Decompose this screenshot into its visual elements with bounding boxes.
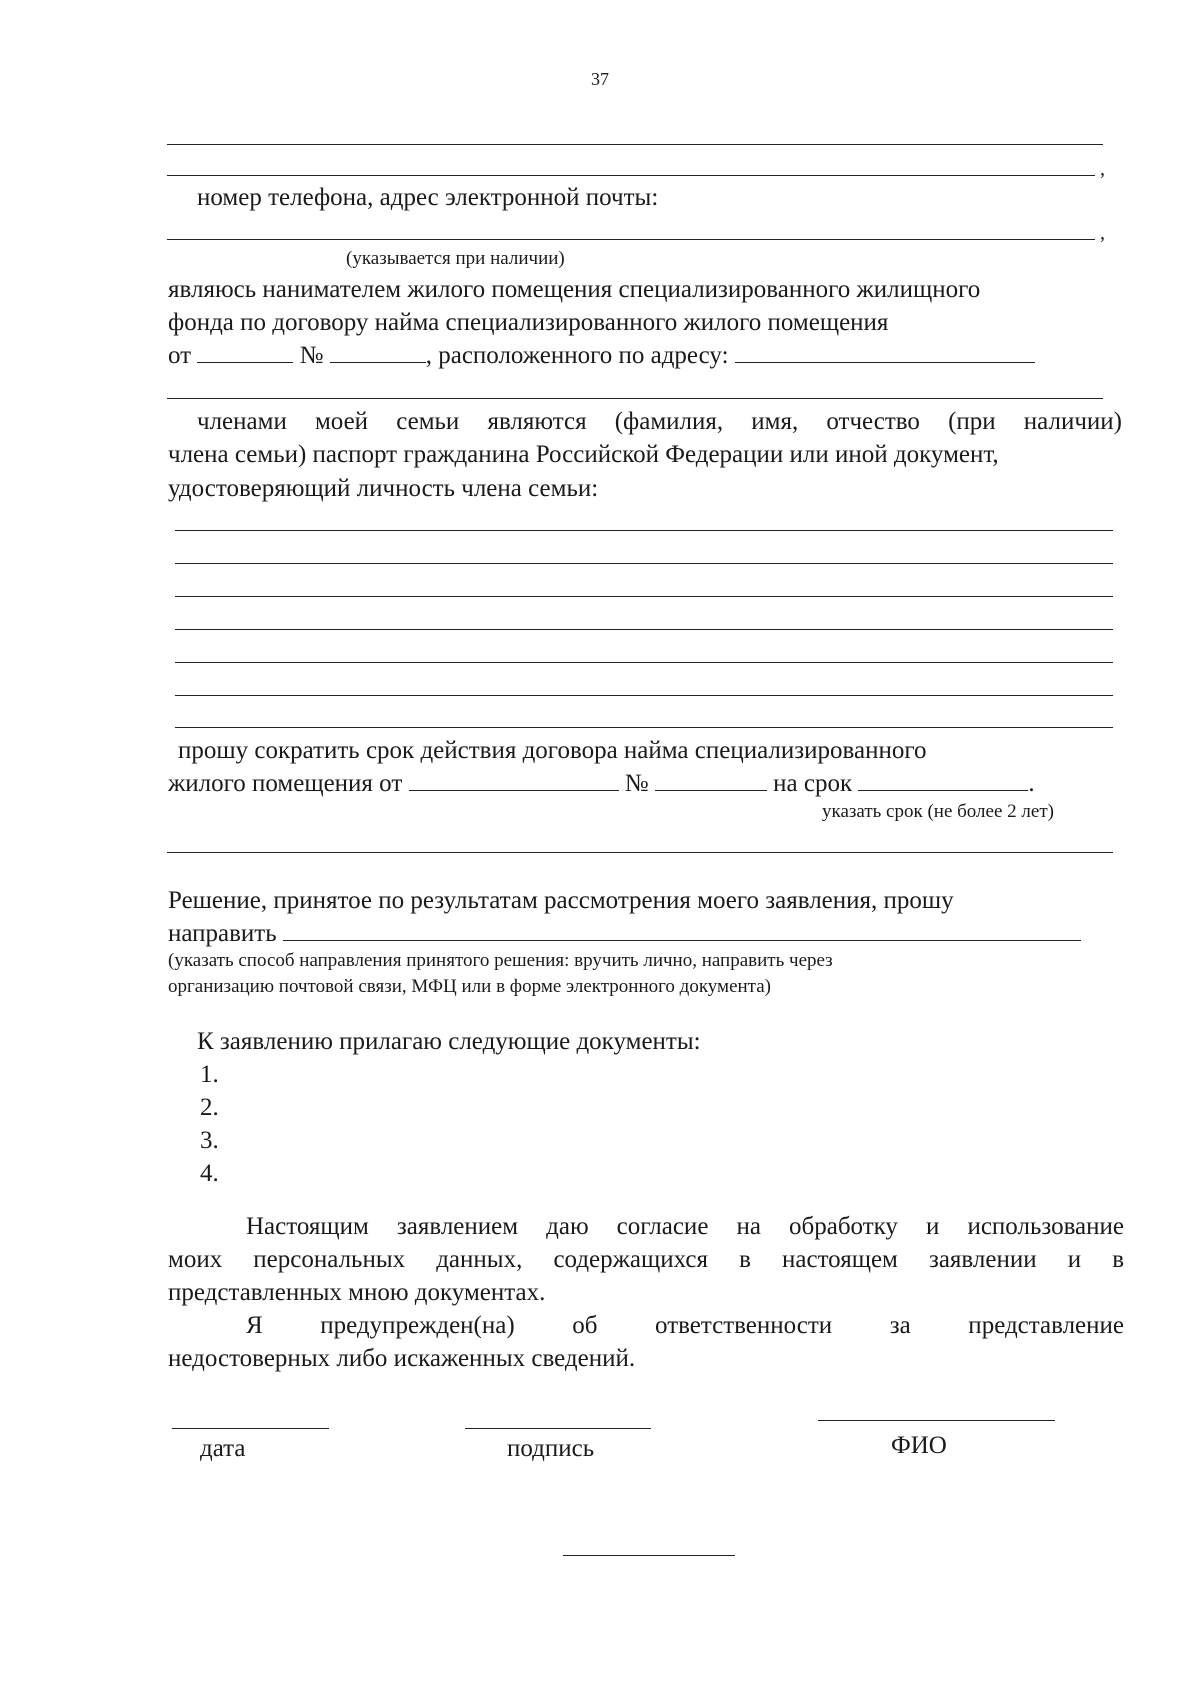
family-member-field[interactable] <box>175 530 1113 531</box>
attachment-item: 4. <box>200 1160 219 1187</box>
warning-line: Я предупрежден(на) об ответственности за представление <box>246 1312 1124 1339</box>
signature-label: подпись <box>507 1435 595 1462</box>
request-line-2 <box>168 771 1035 796</box>
contact-note: (указывается при наличии) <box>346 248 565 269</box>
full-name-label: ФИО <box>891 1432 947 1459</box>
decision-note: (указать способ направления принятого решения: вручить лично, направить через <box>168 950 833 971</box>
request-contract-date-field[interactable] <box>409 772 619 791</box>
page-number: 37 <box>591 69 609 89</box>
tenant-line: являюсь нанимателем жилого помещения специализированного жилищного <box>168 276 981 303</box>
family-member-field[interactable] <box>175 596 1113 597</box>
consent-line: Настоящим заявлением даю согласие на обработку и использование <box>246 1213 1124 1240</box>
family-member-field[interactable] <box>175 727 1113 728</box>
family-member-field[interactable] <box>175 695 1113 696</box>
family-line: удостоверяющий личность члена семьи: <box>168 475 599 502</box>
decision-method-field[interactable] <box>283 922 1081 941</box>
blank-line[interactable] <box>167 175 1095 176</box>
contract-date-field[interactable] <box>197 344 293 363</box>
date-field[interactable] <box>172 1428 329 1429</box>
family-member-field[interactable] <box>175 662 1113 663</box>
attachment-item: 2. <box>200 1094 219 1121</box>
decision-note: организацию почтовой связи, МФЦ или в форме электронного документа) <box>168 976 771 997</box>
blank-line[interactable] <box>167 852 1113 853</box>
family-line: члена семьи) паспорт гражданина Российской Федерации или иной документ, <box>168 441 999 468</box>
family-member-field[interactable] <box>175 563 1113 564</box>
request-line: прошу сократить срок действия договора найма специализированного <box>178 737 927 764</box>
warning-line: недостоверных либо искаженных сведений. <box>168 1345 636 1372</box>
address-field[interactable] <box>735 344 1035 363</box>
contract-from-label: от <box>168 342 192 369</box>
contract-line <box>168 343 1035 368</box>
consent-line: представленных мною документах. <box>168 1279 546 1306</box>
request-term-label: на срок <box>773 770 853 797</box>
address-label: , расположенного по адресу: <box>425 342 729 369</box>
consent-line: моих персональных данных, содержащихся в настоящем заявлении и в <box>168 1246 1124 1273</box>
request-contract-number-field[interactable] <box>655 772 767 791</box>
date-label: дата <box>200 1435 246 1462</box>
end-divider <box>563 1555 735 1556</box>
request-end: . <box>1028 770 1035 797</box>
family-member-field[interactable] <box>175 629 1113 630</box>
tenant-line: фонда по договору найма специализированного жилого помещения <box>168 309 889 336</box>
attachment-item: 1. <box>200 1061 219 1088</box>
attachments-label: К заявлению прилагаю следующие документы: <box>197 1028 701 1055</box>
decision-line-2 <box>168 921 1081 946</box>
blank-line[interactable] <box>167 144 1103 145</box>
address-field-line2[interactable] <box>167 398 1103 399</box>
term-note: указать срок (не более 2 лет) <box>822 801 1054 822</box>
comma: , <box>1100 222 1105 244</box>
contact-field[interactable] <box>167 239 1095 240</box>
decision-send-label: направить <box>168 920 277 947</box>
request-term-field[interactable] <box>858 772 1028 791</box>
contact-label: номер телефона, адрес электронной почты: <box>197 184 659 211</box>
request-prefix: жилого помещения от <box>168 770 403 797</box>
number-sign: № <box>624 770 649 797</box>
attachment-item: 3. <box>200 1127 219 1154</box>
family-line: членами моей семьи являются (фамилия, имя, отчество (при наличии) <box>197 408 1122 435</box>
comma: , <box>1100 158 1105 180</box>
contract-number-field[interactable] <box>330 344 426 363</box>
decision-line: Решение, принятое по результатам рассмотрения моего заявления, прошу <box>168 887 954 914</box>
signature-field[interactable] <box>465 1428 651 1429</box>
full-name-field[interactable] <box>818 1420 1055 1421</box>
number-sign: № <box>299 342 324 369</box>
